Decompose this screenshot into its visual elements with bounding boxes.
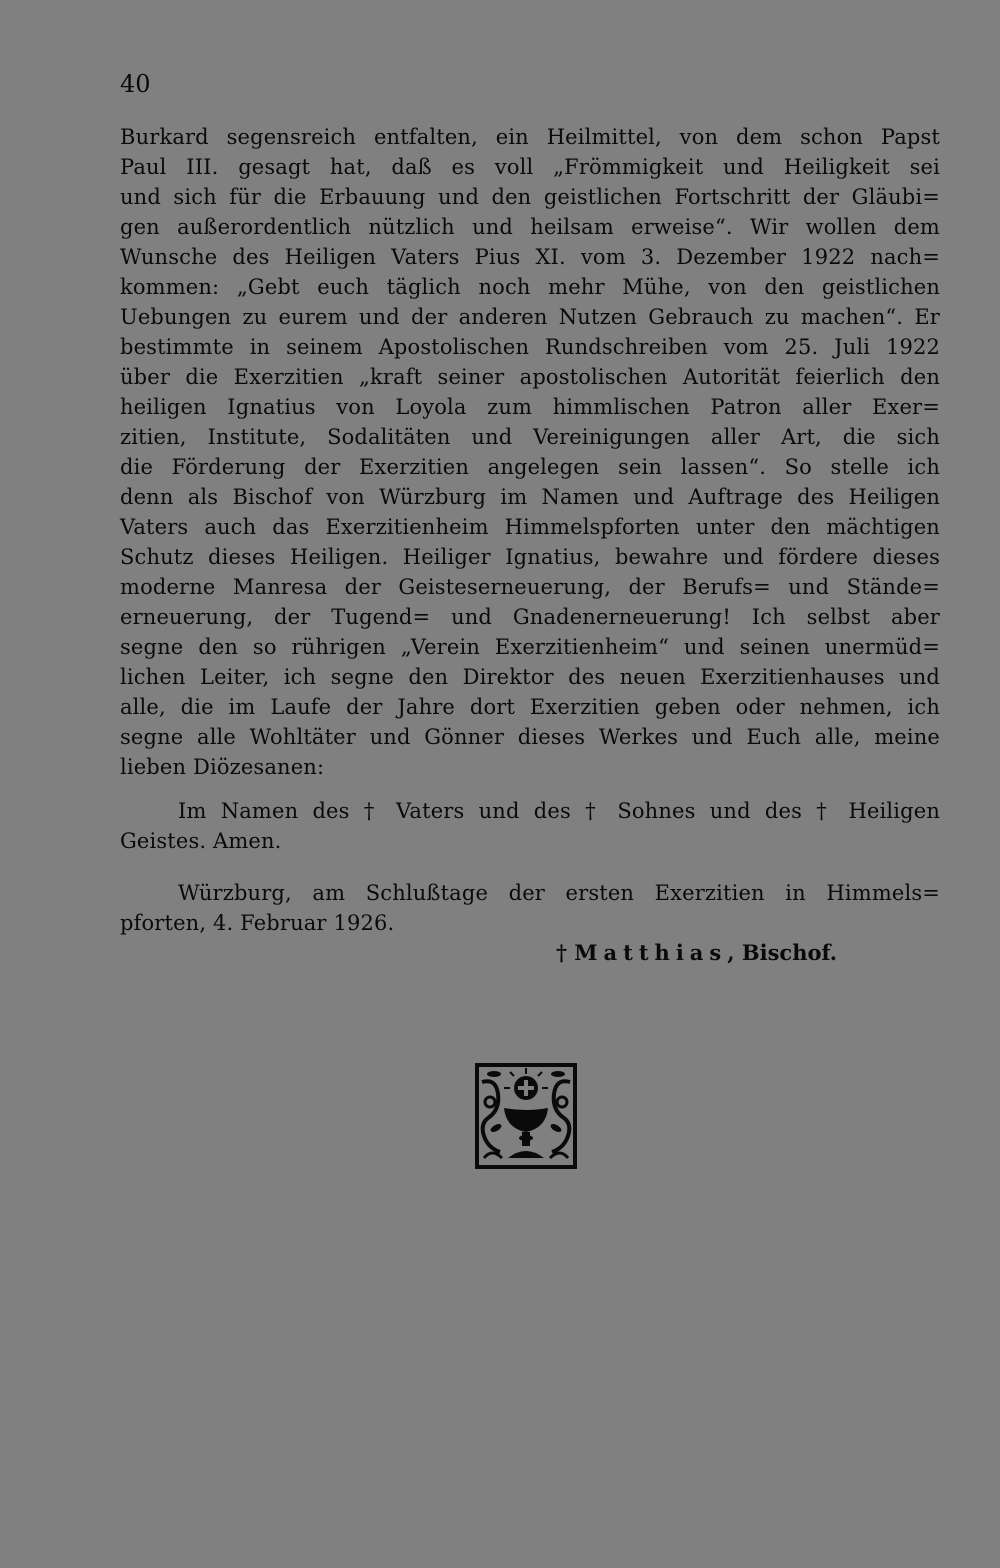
- page-number: 40: [120, 70, 151, 98]
- signature-title: , Bischof.: [727, 940, 838, 965]
- paragraph-line: erneuerung, der Tugend= und Gnadenerneuerung! Ich selbst aber: [120, 605, 940, 629]
- paragraph-line: und sich für die Erbauung und den geistlichen Fortschritt der Gläubi=: [120, 185, 940, 209]
- paragraph-line: gen außerordentlich nützlich und heilsam erweise“. Wir wollen dem: [120, 215, 940, 239]
- paragraph-line: Paul III. gesagt hat, daß es voll „Frömmigkeit und Heiligkeit sei: [120, 155, 940, 179]
- closing: [120, 878, 940, 938]
- blessing: [120, 796, 940, 856]
- main-paragraph: [120, 122, 940, 782]
- closing-line: Würzburg, am Schlußtage der ersten Exerzitien in Himmels=: [178, 881, 940, 905]
- signature: [120, 938, 940, 968]
- paragraph-line: Burkard segensreich entfalten, ein Heilmittel, von dem schon Papst: [120, 125, 940, 149]
- paragraph-line: alle, die im Laufe der Jahre dort Exerzitien geben oder nehmen, ich: [120, 695, 940, 719]
- blessing-line: Im Namen des † Vaters und des † Sohnes und des † Heiligen: [178, 799, 940, 823]
- signature-cross: †: [556, 940, 567, 965]
- paragraph-line: heiligen Ignatius von Loyola zum himmlischen Patron aller Exer=: [120, 395, 940, 419]
- paragraph-line: lieben Diözesanen:: [120, 755, 325, 779]
- spacer: [120, 856, 940, 878]
- blessing-line: Geistes. Amen.: [120, 829, 282, 853]
- paragraph-line: zitien, Institute, Sodalitäten und Vereinigungen aller Art, die sich: [120, 425, 940, 449]
- signature-name: Matthias: [574, 940, 728, 965]
- letter-body: [120, 122, 940, 968]
- paragraph-line: Vaters auch das Exerzitienheim Himmelspforten unter den mächtigen: [120, 515, 940, 539]
- chalice-host-ornament-icon: [474, 1062, 578, 1170]
- paragraph-line: Schutz dieses Heiligen. Heiliger Ignatius, bewahre und fördere dieses: [120, 545, 940, 569]
- paragraph-line: segne den so rührigen „Verein Exerzitienheim“ und seinen unermüd=: [120, 635, 940, 659]
- paragraph-line: kommen: „Gebt euch täglich noch mehr Mühe, von den geistlichen: [120, 275, 940, 299]
- paragraph-line: bestimmte in seinem Apostolischen Rundschreiben vom 25. Juli 1922: [120, 335, 940, 359]
- paragraph-line: segne alle Wohltäter und Gönner dieses Werkes und Euch alle, meine: [120, 725, 940, 749]
- paragraph-line: moderne Manresa der Geisteserneuerung, der Berufs= und Stände=: [120, 575, 940, 599]
- paragraph-line: Wunsche des Heiligen Vaters Pius XI. vom 3. Dezember 1922 nach=: [120, 245, 940, 269]
- paragraph-line: Uebungen zu eurem und der anderen Nutzen Gebrauch zu machen“. Er: [120, 305, 940, 329]
- paragraph-line: über die Exerzitien „kraft seiner apostolischen Autorität feierlich den: [120, 365, 940, 389]
- paragraph-line: denn als Bischof von Würzburg im Namen und Auftrage des Heiligen: [120, 485, 940, 509]
- paragraph-line: die Förderung der Exerzitien angelegen sein lassen“. So stelle ich: [120, 455, 940, 479]
- paragraph-line: lichen Leiter, ich segne den Direktor des neuen Exerzitienhauses und: [120, 665, 940, 689]
- closing-line: pforten, 4. Februar 1926.: [120, 911, 395, 935]
